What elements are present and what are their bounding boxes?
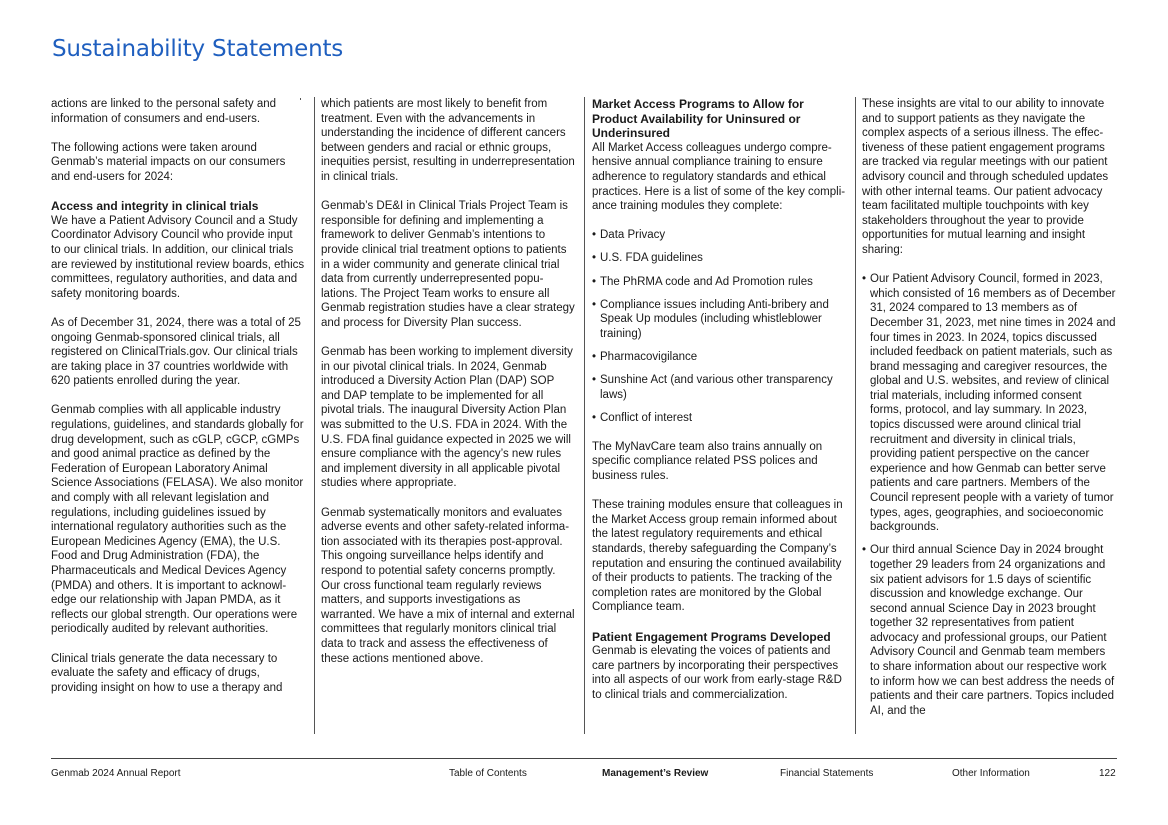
paragraph: The following actions were taken around Genmab’s material impacts on our consumers and end-users for 2024: — [51, 141, 286, 183]
section-heading-market-access: Market Access Programs to Allow for Product Availability for Uninsured or Underinsured — [592, 97, 804, 141]
footer-link-management-review[interactable]: Management’s Review — [602, 768, 709, 779]
paragraph: These training modules ensure that colleagues in the Market Access group remain informed about the latest regulatory requirements and ethical standards, thereby safeguarding the Company’s reputation and ensuring the continued availability of their products to patients. The tracking of the completion rates are monitored by the Global Compliance team. — [592, 499, 843, 614]
paragraph: These insights are vital to our ability to innovate and to support patients as they navigate the complex aspects of a serious illness. The effectiveness of these patient engagement programs are tracked via regular meetings with our patient advisory council and through scheduled updates with other internal teams. Our patient advocacy team facilitated multiple touchpoints with key stakeholders throughout the year to provide opportunities for mutual learning and insight sharing: — [862, 98, 1109, 256]
footer-report-title: Genmab 2024 Annual Report — [51, 768, 181, 779]
footer-link-table-of-contents[interactable]: Table of Contents — [449, 768, 527, 779]
page-title: Sustainability Statements — [52, 36, 344, 62]
paragraph: All Market Access colleagues undergo comprehensive annual compliance training to ensure adherence to regulatory standards and ethical practices. Here is a list of some of the key compliance training modules they complete: — [592, 141, 846, 213]
list-item: • Our third annual Science Day in 2024 brought together 29 leaders from 24 organizations and six patient advisors for 1.5 days of scientific discussion and knowledge exchange. Our second annual Science Day in 2023 brought together 32 representatives from patient advocacy and professional groups, our Patient Advisory Council and Genmab team members to share information about our respective work to inform how we can best address the needs of patients and their care partners. Topics included AI, and the — [862, 543, 1116, 718]
paragraph: The MyNavCare team also trains annually on specific compliance related PSS polices and business rules. — [592, 440, 823, 483]
list-item: • Pharmacovigilance — [592, 350, 846, 365]
column-divider — [584, 97, 585, 734]
section-heading-access-integrity: Access and integrity in clinical trials — [51, 199, 259, 214]
footer-divider — [51, 758, 1117, 759]
text-column-2 — [321, 97, 575, 735]
paragraph: Genmab’s DE&I in Clinical Trials Project Team is responsible for defining and implementing a framework to deliver Genmab’s intentions to provide clinical trial treatment options to patients in a wider community and generate clinical trial data from currently underrepresented populations. The Project Team works to ensure all Genmab registration studies have a clear strategy and process for Diversity Plan success. — [321, 200, 575, 329]
paragraph: Genmab systematically monitors and evaluates adverse events and other safety-related information associated with its therapies post-approval. This ongoing surveillance helps identify and respond to potential safety concerns promptly. Our cross functional team regularly reviews matters, and supports investigations as warranted. We have a mix of internal and external committees that regularly monitors clinical trial data to track and assess the effectiveness of these actions mentioned above. — [321, 506, 575, 665]
list-item: • The PhRMA code and Ad Promotion rules — [592, 275, 846, 290]
text-column-4 — [862, 97, 1116, 735]
paragraph: Genmab has been working to implement diversity in our pivotal clinical trials. In 2024, Genmab introduced a Diversity Action Plan (DAP) SOP and DAP template to be implemented for all pivotal trials. The inaugural Diversity Action Plan was submitted to the U.S. FDA in 2024. With the U.S. FDA final guidance expected in 2025 we will ensure compliance with the agency’s new rules and implement diversity in all applicable pivotal studies where appropriate. — [321, 346, 573, 490]
paragraph: which patients are most likely to benefit from treatment. Even with the advancements in understanding the incidence of different cancers between genders and racial or ethnic groups, inequities persist, resulting in underrepresentation in clinical trials. — [321, 98, 575, 183]
column-divider — [314, 97, 315, 734]
paragraph: Genmab is elevating the voices of patients and care partners by incorporating their perspectives into all aspects of our work from early-stage R&D to clinical trials and commercialization. — [592, 645, 842, 701]
paragraph: actions are linked to the personal safety and information of consumers and end-users. — [51, 98, 277, 125]
list-item: • Sunshine Act (and various other transparency laws) — [592, 373, 846, 402]
paragraph: Genmab complies with all applicable industry regulations, guidelines, and standards globally for drug development, such as cGLP, cGCP, cGMPs and good animal practice as defined by the Federation of European Laboratory Animal Science Associations (FELASA). We also monitor and comply with all relevant legislation and regulations, including guidelines issued by international regulatory authorities such as the European Medicines Agency (EMA), the U.S. Food and Drug Administration (FDA), the Pharmaceuticals and Medical Devices Agency (PMDA) and others. It is important to acknowledge our relationship with Japan PMDA, as it reflects our global strength. Our operations were periodically audited by relevant authorities. — [51, 404, 304, 636]
list-item: • Compliance issues including Anti-bribery and Speak Up modules (including whistleblower training) — [592, 298, 846, 342]
section-heading-patient-engagement: Patient Engagement Programs Developed — [592, 629, 831, 644]
training-modules-list — [592, 228, 846, 425]
list-item: • U.S. FDA guidelines — [592, 251, 846, 266]
list-item: • Conflict of interest — [592, 411, 846, 426]
list-item: • Data Privacy — [592, 228, 846, 243]
footer-link-financial-statements[interactable]: Financial Statements — [780, 768, 874, 779]
footer-link-other-information[interactable]: Other Information — [952, 768, 1030, 779]
text-column-1 — [51, 97, 305, 735]
paragraph: We have a Patient Advisory Council and a Study Coordinator Advisory Council who provide input to our clinical trials. In addition, our clinical trials are reviewed by institutional review boards, ethics committees, regulatory authorities, and data and safety monitoring boards. — [51, 214, 305, 300]
text-column-3 — [592, 97, 846, 735]
patient-engagement-list — [862, 272, 1116, 718]
page-number: 122 — [1099, 768, 1116, 779]
column-divider — [855, 97, 856, 734]
paragraph: Clinical trials generate the data necessary to evaluate the safety and efficacy of drugs, providing insight on how to use a therapy and — [51, 652, 283, 694]
paragraph: As of December 31, 2024, there was a total of 25 ongoing Genmab-sponsored clinical trials, all registered on ClinicalTrials.gov. Our clinical trials are taking place in 37 countries worldwide with 620 patients enrolled during the year. — [51, 316, 301, 388]
list-item: • Our Patient Advisory Council, formed in 2023, which consisted of 16 members as of December 31, 2024 compared to 13 members as of December 31, 2023, met nine times in 2024 and four times in 2023. In 2024, topics discussed included feedback on patient materials, such as brand messaging and caregiver resources, the global and U.S. websites, and review of clinical trial materials, including informed consent forms, protocol, and lay summary. In 2023, topics discussed were around clinical trial recruitment and diversity in clinical trials, providing patient perspective on the cancer experience and how Genmab can better serve patients and care partners. Members of the Council represent people with a variety of tumor types, ages, geographies, and socioeconomic backgrounds. — [862, 272, 1116, 535]
